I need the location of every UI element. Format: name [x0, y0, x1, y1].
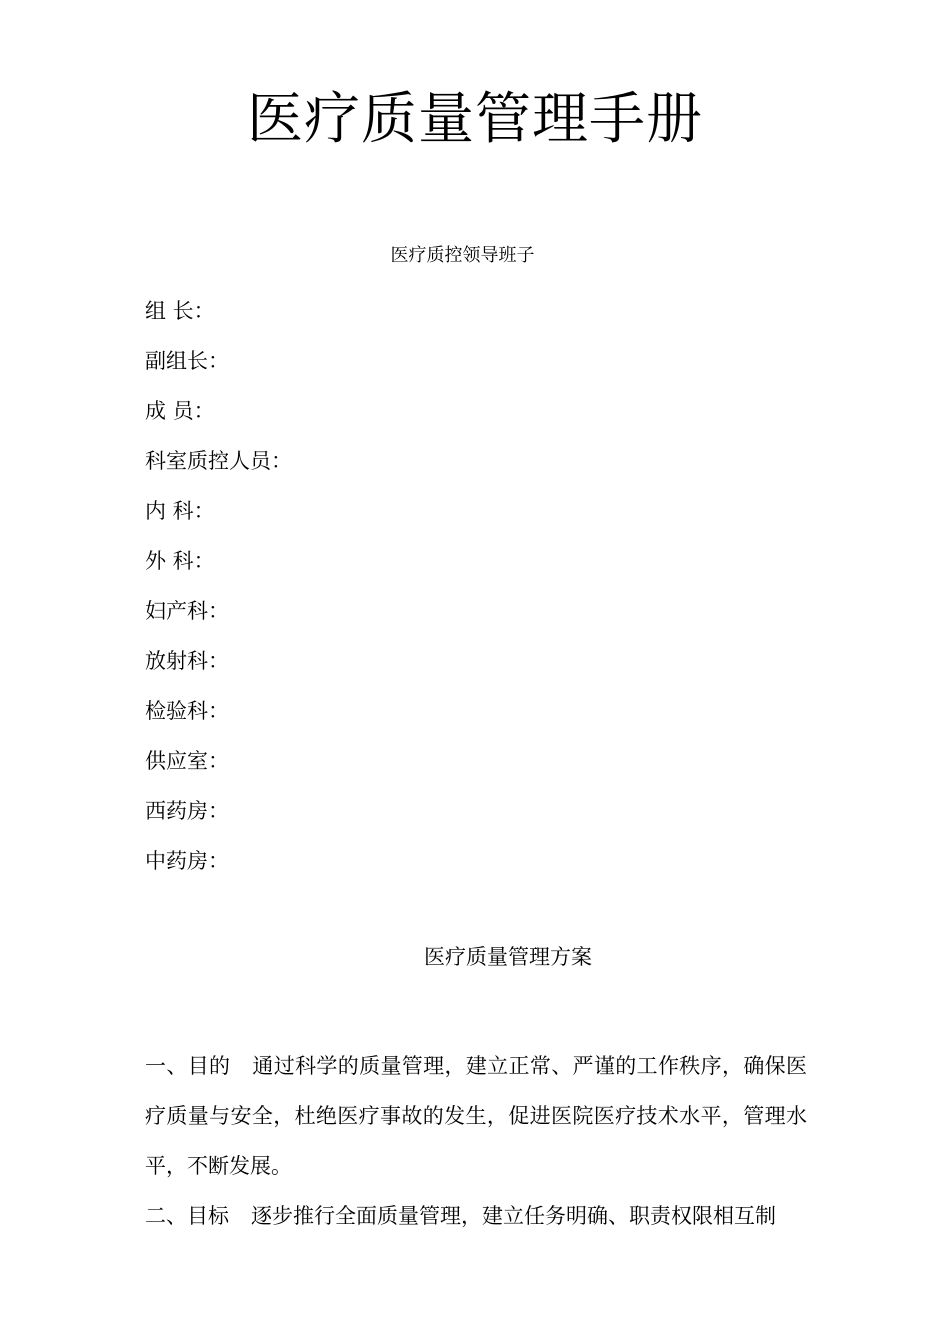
section-purpose-label: 一、目的 [145, 1054, 231, 1078]
roster-item-western-pharmacy: 西药房： [145, 799, 229, 823]
section-purpose [145, 1041, 807, 1191]
document-title: 医疗质量管理手册 [247, 87, 703, 152]
roster-item-obstetrics: 妇产科： [145, 599, 229, 623]
section-goal [145, 1191, 807, 1241]
plan-body [145, 1041, 807, 1241]
roster-list [145, 296, 805, 896]
roster-item-radiology: 放射科： [145, 649, 229, 673]
roster-item-chinese-pharmacy: 中药房： [145, 849, 229, 873]
roster-item-laboratory: 检验科： [145, 699, 229, 723]
roster-item-dept-qc-staff: 科室质控人员： [145, 449, 292, 473]
roster-item-deputy-leader: 副组长： [145, 349, 229, 373]
roster-item-team-leader: 组 长： [145, 299, 215, 323]
roster-item-internal-medicine: 内 科： [145, 499, 215, 523]
section-goal-label: 二、目标 [145, 1204, 229, 1228]
leadership-heading: 医疗质控领导班子 [390, 245, 535, 266]
roster-item-members: 成 员： [145, 399, 215, 423]
section-goal-text: 逐步推行全面质量管理，建立任务明确、职责权限相互制 [251, 1204, 776, 1228]
section-purpose-text: 通过科学的质量管理，建立正常、严谨的工作秩序，确保医疗质量与安全，杜绝医疗事故的发生，促进医院医疗技术水平，管理水平，不断发展。 [145, 1054, 808, 1178]
plan-heading: 医疗质量管理方案 [424, 945, 592, 969]
roster-item-supply-room: 供应室： [145, 749, 229, 773]
roster-item-surgery: 外 科： [145, 549, 215, 573]
